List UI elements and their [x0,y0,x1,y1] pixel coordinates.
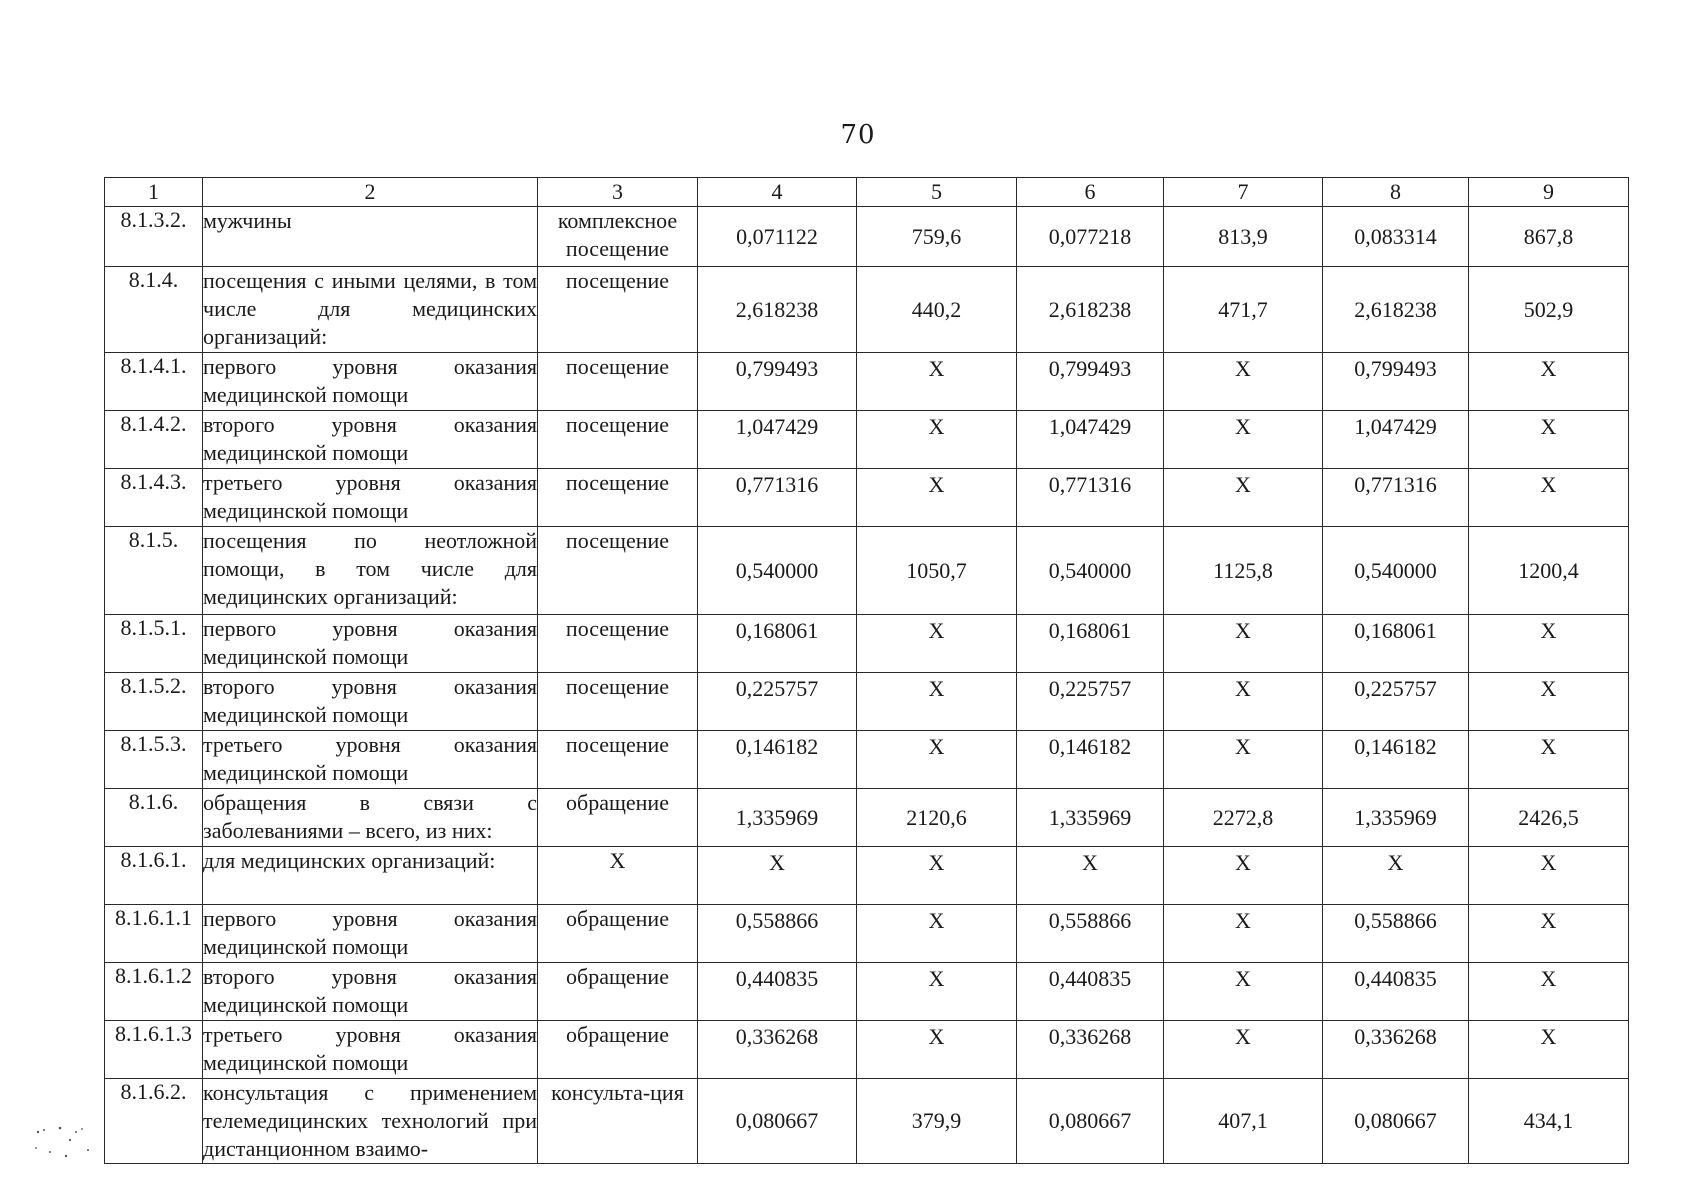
row-value: 440,2 [857,267,1017,353]
row-value: 0,146182 [698,731,857,789]
row-value: X [1469,731,1629,789]
row-value: X [1164,963,1323,1021]
row-value: 0,077218 [1017,207,1164,267]
row-value: 0,771316 [1323,469,1469,527]
row-value: 2272,8 [1164,789,1323,847]
data-table [104,177,1629,1164]
row-unit: посещение [538,673,698,731]
row-value: X [1017,847,1164,905]
row-name: второго уровня оказания медицинской помощи [203,963,538,1021]
table-row [105,847,1629,905]
row-number: 8.1.6. [105,789,203,847]
row-unit: обращение [538,1021,698,1079]
row-value: 0,146182 [1323,731,1469,789]
row-number: 8.1.6.1.2 [105,963,203,1021]
row-value: 0,336268 [698,1021,857,1079]
row-value: 0,225757 [1323,673,1469,731]
table-row [105,267,1629,353]
row-value: 0,168061 [1017,615,1164,673]
row-value: 0,771316 [1017,469,1164,527]
row-value: 0,168061 [1323,615,1469,673]
row-value: 2426,5 [1469,789,1629,847]
table-row [105,207,1629,267]
row-name: третьего уровня оказания медицинской помощи [203,731,538,789]
row-number: 8.1.5.2. [105,673,203,731]
table-row [105,527,1629,615]
row-unit: посещение [538,615,698,673]
row-unit: посещение [538,411,698,469]
row-value: X [1469,847,1629,905]
row-value: X [857,731,1017,789]
row-number: 8.1.4.2. [105,411,203,469]
row-value: X [1323,847,1469,905]
row-value: 0,080667 [1323,1079,1469,1164]
row-number: 8.1.5.3. [105,731,203,789]
row-value: 0,146182 [1017,731,1164,789]
row-number: 8.1.6.1.3 [105,1021,203,1079]
table-row [105,905,1629,963]
row-value: X [1164,673,1323,731]
row-unit: посещение [538,353,698,411]
row-value: X [857,673,1017,731]
row-value: X [1164,847,1323,905]
row-name: третьего уровня оказания медицинской помощи [203,1021,538,1079]
row-value: X [1469,615,1629,673]
row-value: 1,335969 [1017,789,1164,847]
row-value: X [1469,353,1629,411]
row-value: 759,6 [857,207,1017,267]
row-name: обращения в связи с заболеваниями – всего, из них: [203,789,538,847]
row-number: 8.1.6.1.1 [105,905,203,963]
row-name: первого уровня оказания медицинской помощи [203,615,538,673]
row-value: 0,168061 [698,615,857,673]
row-value: 1,047429 [1323,411,1469,469]
column-header: 1 [105,178,203,207]
row-unit: X [538,847,698,905]
row-value: 0,558866 [1017,905,1164,963]
row-unit: обращение [538,963,698,1021]
row-unit: обращение [538,789,698,847]
row-number: 8.1.6.2. [105,1079,203,1164]
row-value: 1,047429 [698,411,857,469]
row-value: 1,047429 [1017,411,1164,469]
row-value: 407,1 [1164,1079,1323,1164]
scan-specks [30,1126,100,1176]
row-value: 0,799493 [698,353,857,411]
row-value: 2120,6 [857,789,1017,847]
column-header: 2 [203,178,538,207]
table-row [105,963,1629,1021]
column-header: 5 [857,178,1017,207]
row-number: 8.1.3.2. [105,207,203,267]
row-value: X [1469,1021,1629,1079]
row-value: 2,618238 [1323,267,1469,353]
row-value: 0,558866 [698,905,857,963]
row-unit: посещение [538,469,698,527]
row-value: 0,540000 [1017,527,1164,615]
row-name: консультация с применением телемедицинских технологий при дистанционном взаимо- [203,1079,538,1164]
row-unit: посещение [538,731,698,789]
row-number: 8.1.4.1. [105,353,203,411]
column-header: 3 [538,178,698,207]
table-row [105,1021,1629,1079]
row-value: 0,440835 [1323,963,1469,1021]
row-value: X [1469,673,1629,731]
row-value: 0,540000 [698,527,857,615]
row-value: 0,558866 [1323,905,1469,963]
row-number: 8.1.4. [105,267,203,353]
row-value: X [857,469,1017,527]
row-value: X [1469,469,1629,527]
row-name: третьего уровня оказания медицинской помощи [203,469,538,527]
row-value: 379,9 [857,1079,1017,1164]
row-value: 0,440835 [698,963,857,1021]
row-value: 1200,4 [1469,527,1629,615]
row-value: 867,8 [1469,207,1629,267]
row-value: X [857,615,1017,673]
row-unit: комплексное посещение [538,207,698,267]
row-value: X [1469,905,1629,963]
row-unit: консульта-ция [538,1079,698,1164]
row-name: второго уровня оказания медицинской помощи [203,411,538,469]
row-value: 813,9 [1164,207,1323,267]
row-value: X [857,905,1017,963]
row-value: 0,225757 [698,673,857,731]
row-value: X [1164,1021,1323,1079]
table-row [105,469,1629,527]
row-value: X [1164,353,1323,411]
row-value: 0,799493 [1323,353,1469,411]
row-value: 0,080667 [698,1079,857,1164]
row-number: 8.1.5.1. [105,615,203,673]
row-value: 0,071122 [698,207,857,267]
row-name: посещения с иными целями, в том числе для медицинских организаций: [203,267,538,353]
table-row [105,731,1629,789]
row-value: X [698,847,857,905]
column-header: 6 [1017,178,1164,207]
column-header: 9 [1469,178,1629,207]
row-value: X [857,847,1017,905]
row-value: 0,540000 [1323,527,1469,615]
row-value: 0,336268 [1323,1021,1469,1079]
table-row [105,615,1629,673]
row-value: X [1469,411,1629,469]
row-name: второго уровня оказания медицинской помощи [203,673,538,731]
row-value: X [1469,963,1629,1021]
table-row [105,1079,1629,1164]
row-value: X [1164,411,1323,469]
table-header-row [105,178,1629,207]
row-value: 0,225757 [1017,673,1164,731]
row-value: 1,335969 [1323,789,1469,847]
row-name: первого уровня оказания медицинской помощи [203,353,538,411]
row-unit: посещение [538,527,698,615]
row-value: 0,771316 [698,469,857,527]
row-value: 0,083314 [1323,207,1469,267]
row-value: X [1164,731,1323,789]
row-value: X [857,353,1017,411]
column-header: 7 [1164,178,1323,207]
table-row [105,353,1629,411]
row-value: 2,618238 [698,267,857,353]
row-value: 1050,7 [857,527,1017,615]
row-value: X [857,963,1017,1021]
row-value: 0,080667 [1017,1079,1164,1164]
table-row [105,411,1629,469]
row-value: X [857,411,1017,469]
column-header: 4 [698,178,857,207]
table-row [105,789,1629,847]
row-number: 8.1.4.3. [105,469,203,527]
row-value: X [857,1021,1017,1079]
row-value: X [1164,615,1323,673]
row-unit: обращение [538,905,698,963]
row-unit: посещение [538,267,698,353]
column-header: 8 [1323,178,1469,207]
row-name: первого уровня оказания медицинской помощи [203,905,538,963]
row-value: 0,799493 [1017,353,1164,411]
row-value: 0,440835 [1017,963,1164,1021]
row-value: 502,9 [1469,267,1629,353]
table-row [105,673,1629,731]
page-number: 70 [840,120,876,150]
row-value: 471,7 [1164,267,1323,353]
row-number: 8.1.5. [105,527,203,615]
row-value: 1,335969 [698,789,857,847]
row-value: 434,1 [1469,1079,1629,1164]
row-value: 1125,8 [1164,527,1323,615]
row-number: 8.1.6.1. [105,847,203,905]
row-value: 0,336268 [1017,1021,1164,1079]
row-name: посещения по неотложной помощи, в том числе для медицинских организаций: [203,527,538,615]
row-value: 2,618238 [1017,267,1164,353]
row-value: X [1164,469,1323,527]
row-name: мужчины [203,207,538,267]
row-value: X [1164,905,1323,963]
row-name: для медицинских организаций: [203,847,538,905]
